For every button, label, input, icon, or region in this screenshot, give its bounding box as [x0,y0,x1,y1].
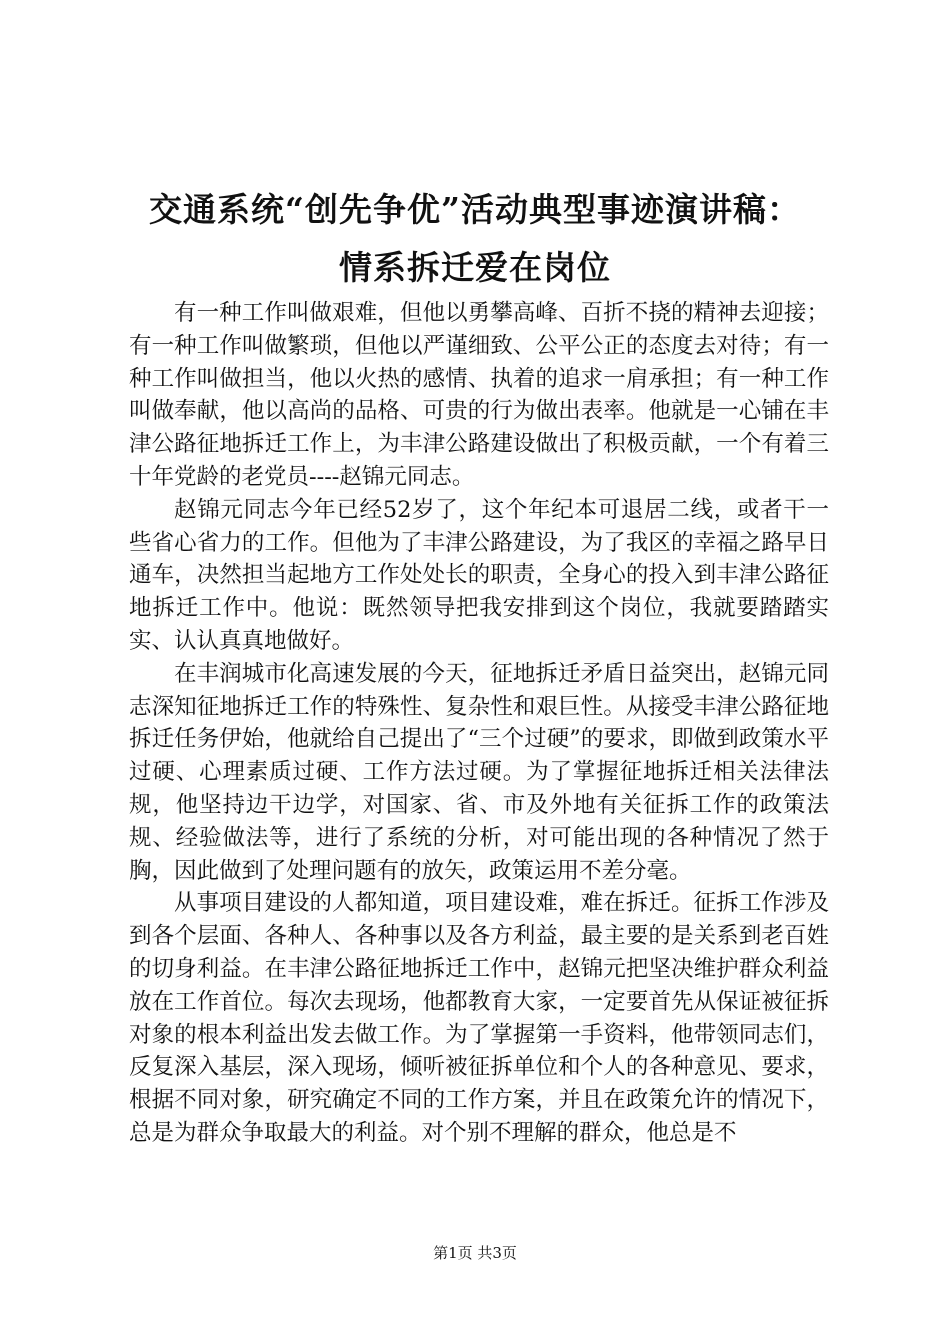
document-body [129,297,829,1150]
document-title-line-1: 交通系统“创先争优”活动典型事迹演讲稿： [149,190,801,229]
body-paragraph-4: 从事项目建设的人都知道，项目建设难，难在拆迁。征拆工作涉及到各个层面、各种人、各种事以及各方利益，最主要的是关系到老百姓的切身利益。在丰津公路征地拆迁工作中，赵锦元把坚决维护群众利益放在工作首位。每次去现场，他都教育大家，一定要首先从保证被征拆对象的根本利益出发去做工作。为了掌握第一手资料，他带领同志们，反复深入基层，深入现场，倾听被征拆单位和个人的各种意见、要求，根据不同对象，研究确定不同的工作方案，并且在政策允许的情况下，总是为群众争取最大的利益。对个别不理解的群众，他总是不 [129,890,829,1146]
body-paragraph-3: 在丰润城市化高速发展的今天，征地拆迁矛盾日益突出，赵锦元同志深知征地拆迁工作的特殊性、复杂性和艰巨性。从接受丰津公路征地拆迁任务伊始，他就给自己提出了“三个过硬”的要求，即做到政策水平过硬、心理素质过硬、工作方法过硬。为了掌握征地拆迁相关法律法规，他坚持边干边学，对国家、省、市及外地有关征拆工作的政策法规、经验做法等，进行了系统的分析，对可能出现的各种情况了然于胸，因此做到了处理问题有的放矢，政策运用不差分毫。 [129,660,829,884]
body-paragraph-2: 赵锦元同志今年已经52岁了，这个年纪本可退居二线，或者干一些省心省力的工作。但他为了丰津公路建设，为了我区的幸福之路早日通车，决然担当起地方工作处处长的职责，全身心的投入到丰津公路征地拆迁工作中。他说：既然领导把我安排到这个岗位，我就要踏踏实实、认认真真地做好。 [129,496,829,654]
page-number-footer: 第1页 共3页 [433,1244,517,1262]
document-title-line-2: 情系拆迁爱在岗位 [339,248,611,287]
body-paragraph-1: 有一种工作叫做艰难，但他以勇攀高峰、百折不挠的精神去迎接；有一种工作叫做繁琐，但他以严谨细致、公平公正的态度去对待；有一种工作叫做担当，他以火热的感情、执着的追求一肩承担；有一种工作叫做奉献，他以高尚的品格、可贵的行为做出表率。他就是一心铺在丰津公路征地拆迁工作上，为丰津公路建设做出了积极贡献，一个有着三十年党龄的老党员----赵锦元同志。 [129,300,829,490]
